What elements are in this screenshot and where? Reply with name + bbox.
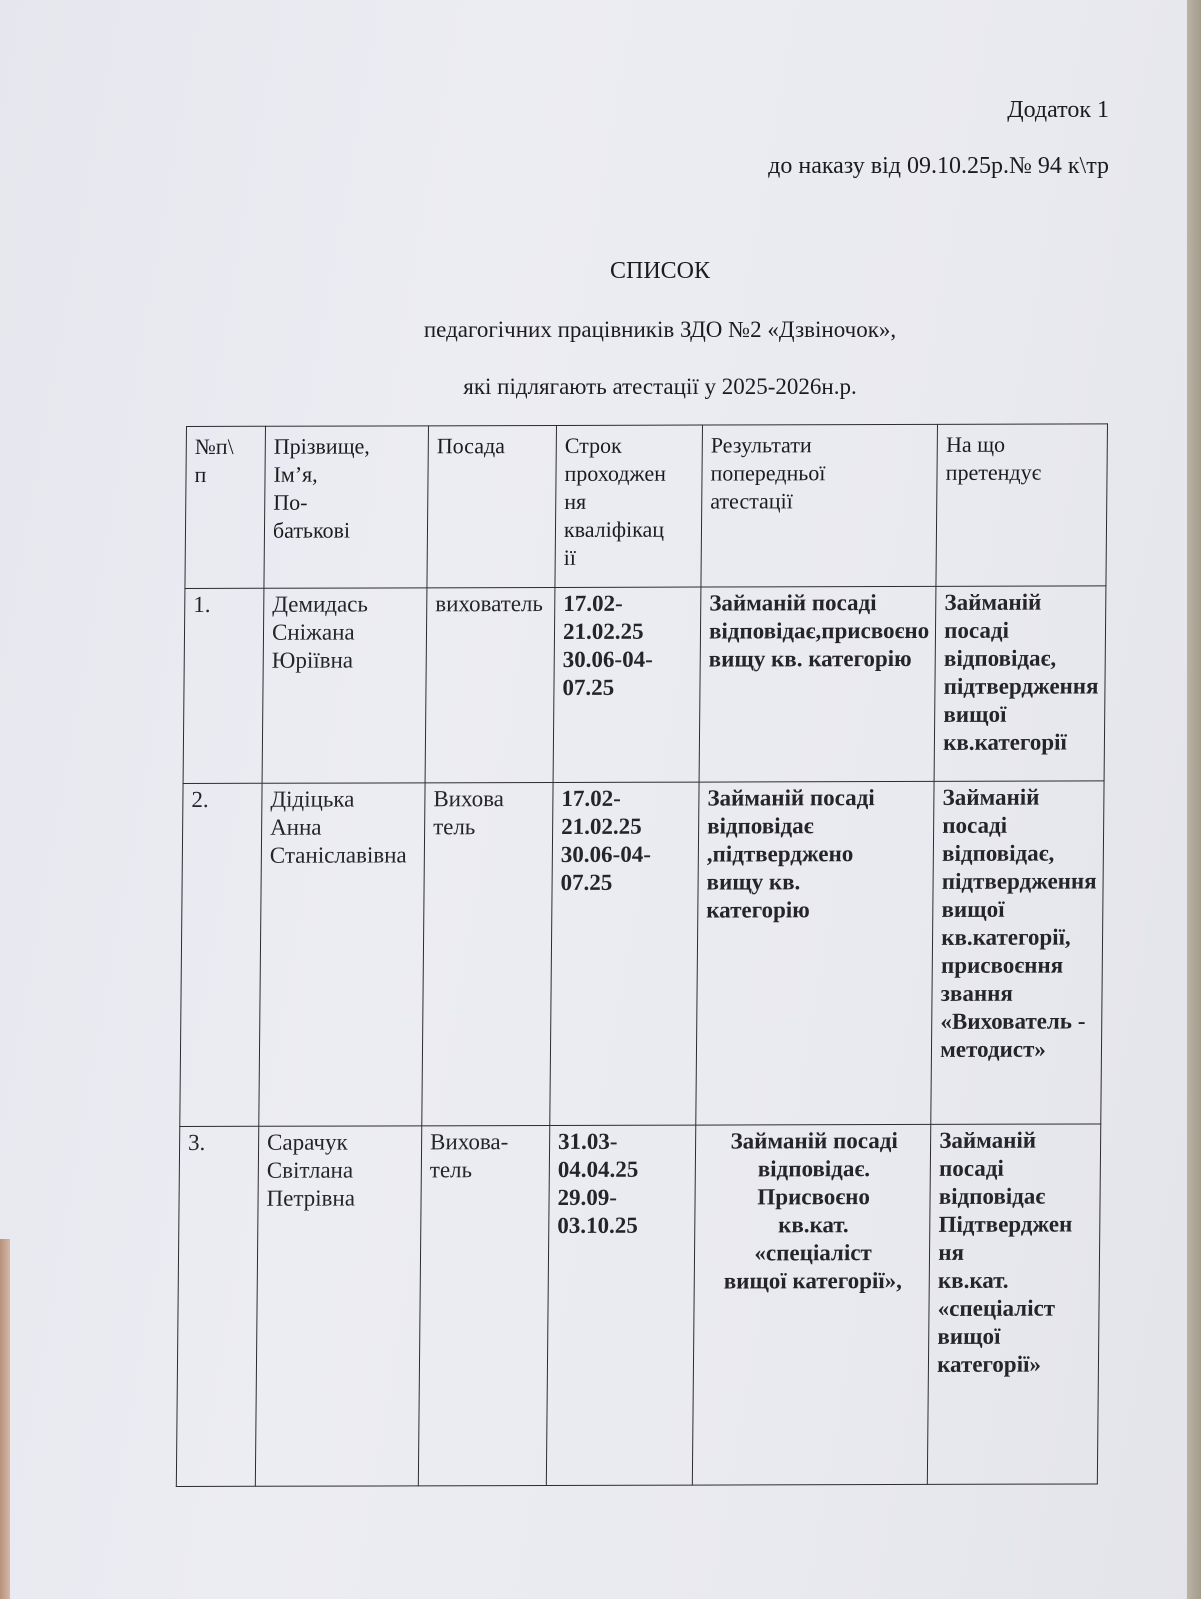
cell-term: 17.02- 21.02.25 30.06-04- 07.25	[550, 782, 699, 1125]
cell-position: Вихова- тель	[418, 1125, 549, 1485]
appendix-label: Додаток 1	[1007, 97, 1109, 123]
cell-number: 2.	[180, 783, 262, 1126]
cell-previous-results: Займаній посаді відповідає,присвоєно вищу кв. категорію	[699, 586, 936, 782]
cell-term: 31.03- 04.04.25 29.09- 03.10.25	[546, 1125, 695, 1485]
cell-previous-results: Займаній посаді відповідає. Присвоєно кв.кат. «спеціаліст вищої категорії»,	[692, 1124, 931, 1485]
attestation-table	[176, 423, 1108, 1487]
cell-previous-results: Займаній посаді відповідає ,підтверджено вищу кв. категорію	[696, 781, 935, 1125]
page-edge-shadow	[1187, 0, 1201, 1599]
cell-name: Демидась Сніжана Юріївна	[262, 588, 427, 783]
document-title: СПИСОК	[609, 258, 711, 284]
header-position: Посада	[427, 425, 557, 587]
cell-claims: Займаній посаді відповідає, підтвердження вищої кв.категорії, присвоєння звання «Вихователь - методист»	[931, 781, 1104, 1124]
order-reference: до наказу від 09.10.25р.№ 94 к\тр	[768, 153, 1109, 179]
header-name: Прізвище, Ім’я, По- батькові	[264, 426, 429, 588]
cell-number: 1.	[183, 588, 264, 783]
cell-claims: Займаній посаді відповідає, підтвердження вищої кв.категорії	[934, 586, 1106, 781]
cell-claims: Займаній посаді відповідає Підтверджен ня кв.кат. «спеціаліст вищої категорії»	[928, 1124, 1101, 1484]
document-subtitle-year: які підлягають атестації у 2025-2026н.р.	[463, 374, 857, 399]
table-row	[183, 586, 1106, 784]
cell-position: вихователь	[425, 587, 555, 782]
table-header-row	[185, 424, 1108, 589]
cell-name: Дідіцька Анна Станіславівна	[259, 783, 425, 1126]
header-number: №п\ п	[185, 426, 266, 588]
table-row	[176, 1124, 1101, 1487]
header-term: Строк проходжен ня кваліфікац ії	[555, 425, 703, 587]
header-previous-results: Результати попередньої атестації	[701, 424, 938, 587]
cell-number: 3.	[176, 1126, 258, 1486]
cell-name: Сарачук Світлана Петрівна	[255, 1126, 421, 1486]
header-claims: На що претендує	[936, 424, 1107, 586]
desk-background	[0, 1239, 10, 1599]
cell-position: Вихова тель	[422, 782, 553, 1125]
cell-term: 17.02- 21.02.25 30.06-04- 07.25	[553, 587, 701, 782]
table-row	[180, 781, 1104, 1127]
document-subtitle: педагогічних працівників ЗДО №2 «Дзвіночок»,	[423, 317, 897, 342]
